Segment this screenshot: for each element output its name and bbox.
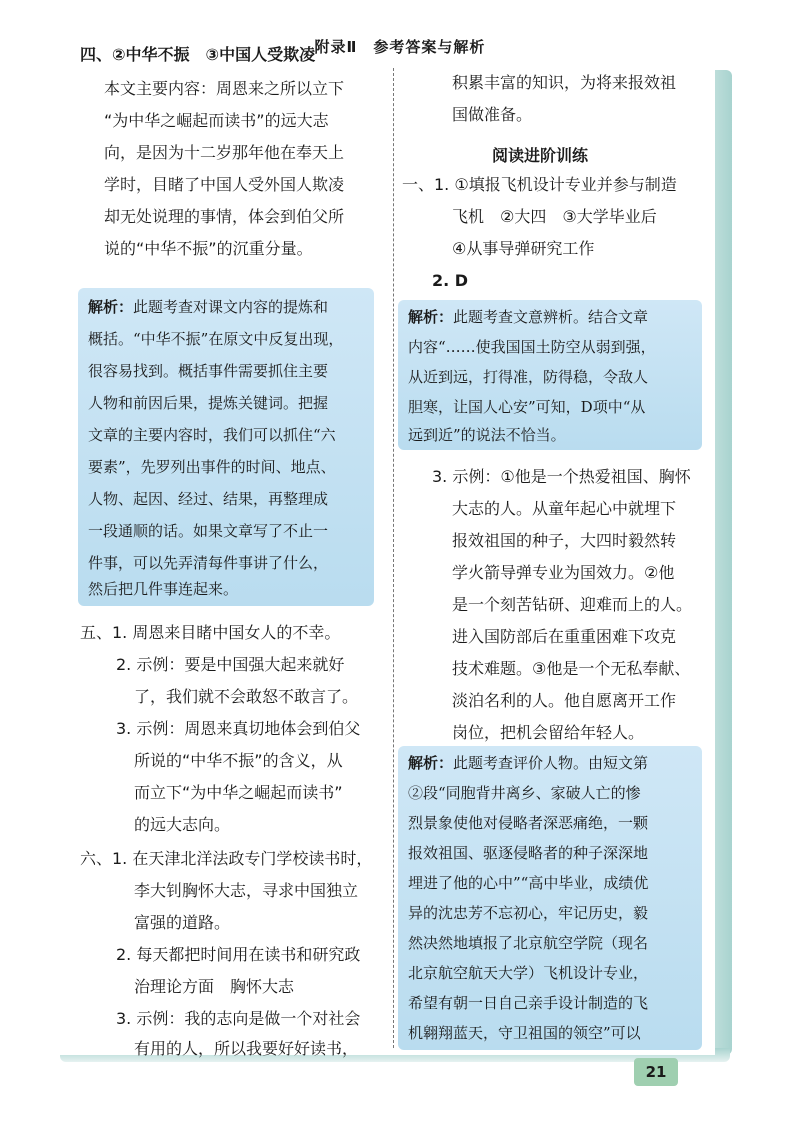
analysis-line: 此题考查文意辨析。结合文章 <box>453 308 649 326</box>
right-line: 国做准备。 <box>452 105 533 124</box>
page-header: 附录Ⅱ 参考答案与解析 <box>314 38 486 56</box>
analysis-line: 远到近”的说法不恰当。 <box>408 426 566 444</box>
q3-line: 岗位，把机会留给年轻人。 <box>452 723 645 742</box>
q6-line: 3. 示例：我的志向是做一个对社会 <box>116 1009 361 1028</box>
analysis-line: 烈景象使他对侵略者深恶痛绝，一颗 <box>408 814 649 832</box>
q5-line: 3. 示例：周恩来真切地体会到伯父 <box>116 719 361 738</box>
q4-title: 四、②中华不振 ③中国人受欺凌 <box>80 45 316 64</box>
analysis-box-left <box>78 288 374 606</box>
q3-line: 进入国防部后在重重困难下攻克 <box>452 627 677 646</box>
q3-line: 技术难题。③他是一个无私奉献、 <box>452 659 691 678</box>
q4-line: 向，是因为十二岁那年他在奉天上 <box>104 143 345 162</box>
analysis-line: 埋进了他的心中”“高中毕业，成绩优 <box>408 874 649 892</box>
q5-line: 所说的“中华不振”的含义，从 <box>134 751 343 770</box>
analysis-line: 很容易找到。概括事件需要抓住主要 <box>88 362 329 380</box>
analysis-line: 胆寒，让国人心安”可知，D项中“从 <box>408 398 646 416</box>
q1-line: ④从事导弹研究工作 <box>452 239 595 258</box>
q6-line: 六、1. 在天津北洋法政专门学校读书时， <box>80 849 373 868</box>
analysis-line: 一段通顺的话。如果文章写了不止一 <box>88 522 329 540</box>
q1-line: 飞机 ②大四 ③大学毕业后 <box>452 207 657 226</box>
analysis-label: 解析： <box>88 298 134 316</box>
analysis-line: 报效祖国、驱逐侵略者的种子深深地 <box>408 844 649 862</box>
q6-line: 治理论方面 胸怀大志 <box>134 977 295 996</box>
analysis-label: 解析： <box>408 308 454 326</box>
analysis-line: 异的沈忠芳不忘初心，牢记历史，毅 <box>408 904 649 922</box>
analysis-line: 此题考查对课文内容的提炼和 <box>133 298 329 316</box>
q6-line: 2. 每天都把时间用在读书和研究政 <box>116 945 361 964</box>
q3-line: 报效祖国的种子，大四时毅然转 <box>452 531 677 550</box>
q4-line: 却无处说理的事情，体会到伯父所 <box>104 207 345 226</box>
q5-line: 的远大志向。 <box>134 815 231 834</box>
analysis-line: 然后把几件事连起来。 <box>88 580 239 598</box>
q4-line: 本文主要内容：周恩来之所以立下 <box>104 79 345 98</box>
analysis-line: 件事，可以先弄清每件事讲了什么， <box>88 554 329 572</box>
q1-line: 一、1. ①填报飞机设计专业并参与制造 <box>402 175 677 194</box>
q3-line: 淡泊名利的人。他自愿离开工作 <box>452 691 677 710</box>
page-number: 21 <box>634 1058 678 1086</box>
q5-line: 而立下“为中华之崛起而读书” <box>134 783 343 802</box>
analysis-line: 北京航空航天大学）飞机设计专业， <box>408 964 649 982</box>
analysis-line: 人物和前因后果，提炼关键词。把握 <box>88 394 329 412</box>
analysis-line: 机翱翔蓝天，守卫祖国的领空”可以 <box>408 1024 641 1042</box>
analysis-box-right-2 <box>398 746 702 1050</box>
q5-line: 五、1. 周恩来目睹中国女人的不幸。 <box>80 623 341 642</box>
q2-answer: 2. D <box>432 271 469 290</box>
analysis-line: 概括。“中华不振”在原文中反复出现， <box>88 330 344 348</box>
analysis-line: 希望有朝一日自己亲手设计制造的飞 <box>408 994 649 1012</box>
analysis-line: 要素”，先罗列出事件的时间、地点、 <box>88 458 336 476</box>
q4-line: 学时，目睹了中国人受外国人欺凌 <box>104 175 345 194</box>
column-divider <box>393 68 395 1048</box>
analysis-line: 内容“……使我国国土防空从弱到强， <box>408 338 656 356</box>
analysis-line: 从近到远，打得准，防得稳，令敌人 <box>408 368 649 386</box>
analysis-line: 然决然地填报了北京航空学院（现名 <box>408 934 649 952</box>
q6-line: 李大钊胸怀大志，寻求中国独立 <box>134 881 359 900</box>
analysis-line: 人物、起因、经过、结果，再整理成 <box>88 490 329 508</box>
q3-line: 是一个刻苦钻研、迎难而上的人。 <box>452 595 693 614</box>
q3-line: 大志的人。从童年起心中就埋下 <box>452 499 677 518</box>
analysis-box-right-1 <box>398 300 702 450</box>
q6-line: 有用的人，所以我要好好读书， <box>134 1039 359 1058</box>
analysis-line: 此题考查评价人物。由短文第 <box>453 754 649 772</box>
analysis-line: 文章的主要内容时，我们可以抓住“六 <box>88 426 336 444</box>
q5-line: 2. 示例：要是中国强大起来就好 <box>116 655 345 674</box>
q5-line: 了，我们就不会敢怒不敢言了。 <box>134 687 359 706</box>
q4-line: 说的“中华不振”的沉重分量。 <box>104 239 313 258</box>
right-line: 积累丰富的知识，为将来报效祖 <box>452 73 677 92</box>
q3-line: 学火箭导弹专业为国效力。②他 <box>452 563 675 582</box>
q4-line: “为中华之崛起而读书”的远大志 <box>104 111 329 130</box>
section-title: 阅读进阶训练 <box>492 146 589 165</box>
analysis-label: 解析： <box>408 754 454 772</box>
q6-line: 富强的道路。 <box>134 913 231 932</box>
q3-line: 3. 示例：①他是一个热爱祖国、胸怀 <box>432 467 691 486</box>
analysis-line: ②段“同胞背井离乡、家破人亡的惨 <box>408 784 641 802</box>
